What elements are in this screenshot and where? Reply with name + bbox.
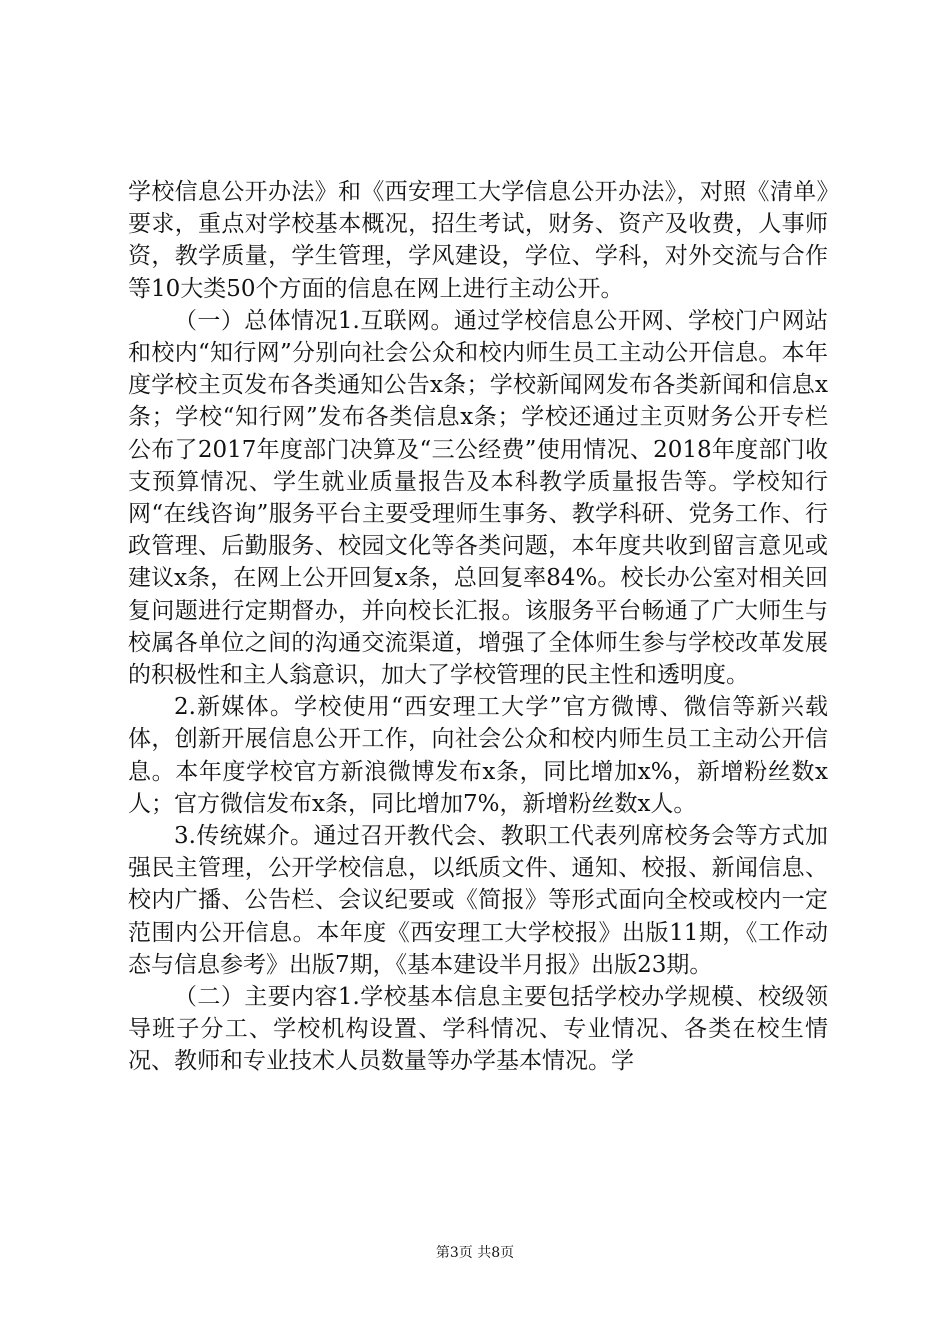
page-number-footer: 第3页 共8页 <box>435 1245 515 1261</box>
paragraph-3: 2.新媒体。学校使用“西安理工大学”官方微博、微信等新兴载体，创新开展信息公开工作，向社会公众和校内师生员工主动公开信息。本年度学校官方新浪微博发布x条，同比增加x%，新增粉丝数x人；官方微信发布x条，同比增加7%，新增粉丝数x人。 <box>128 694 828 817</box>
paragraph-1: 学校信息公开办法》和《西安理工大学信息公开办法》，对照《清单》要求，重点对学校基本概况，招生考试，财务、资产及收费，人事师资，教学质量，学生管理，学风建设，学位、学科，对外交流与合作等10大类50个方面的信息在网上进行主动公开。 <box>128 179 828 302</box>
document-body <box>128 176 828 1078</box>
paragraph-2: （一）总体情况1.互联网。通过学校信息公开网、学校门户网站和校内“知行网”分别向社会公众和校内师生员工主动公开信息。本年度学校主页发布各类通知公告x条；学校新闻网发布各类新闻和信息x条；学校“知行网”发布各类信息x条；学校还通过主页财务公开专栏公布了2017年度部门决算及“三公经费”使用情况、2018年度部门收支预算情况、学生就业质量报告及本科教学质量报告等。学校知行网“在线咨询”服务平台主要受理师生事务、教学科研、党务工作、行政管理、后勤服务、校园文化等各类问题，本年度共收到留言意见或建议x条，在网上公开回复x条，总回复率84%。校长办公室对相关回复问题进行定期督办，并向校长汇报。该服务平台畅通了广大师生与校属各单位之间的沟通交流渠道，增强了全体师生参与学校改革发展的积极性和主人翁意识，加大了学校管理的民主性和透明度。 <box>128 307 828 689</box>
paragraph-4: 3.传统媒介。通过召开教代会、教职工代表列席校务会等方式加强民主管理，公开学校信息，以纸质文件、通知、校报、新闻信息、校内广播、公告栏、会议纪要或《简报》等形式面向全校或校内一定范围内公开信息。本年度《西安理工大学校报》出版11期，《工作动态与信息参考》出版7期，《基本建设半月报》出版23期。 <box>128 823 828 978</box>
paragraph-5: （二）主要内容1.学校基本信息主要包括学校办学规模、校级领导班子分工、学校机构设置、学科情况、专业情况、各类在校生情况、教师和专业技术人员数量等办学基本情况。学 <box>128 984 828 1075</box>
